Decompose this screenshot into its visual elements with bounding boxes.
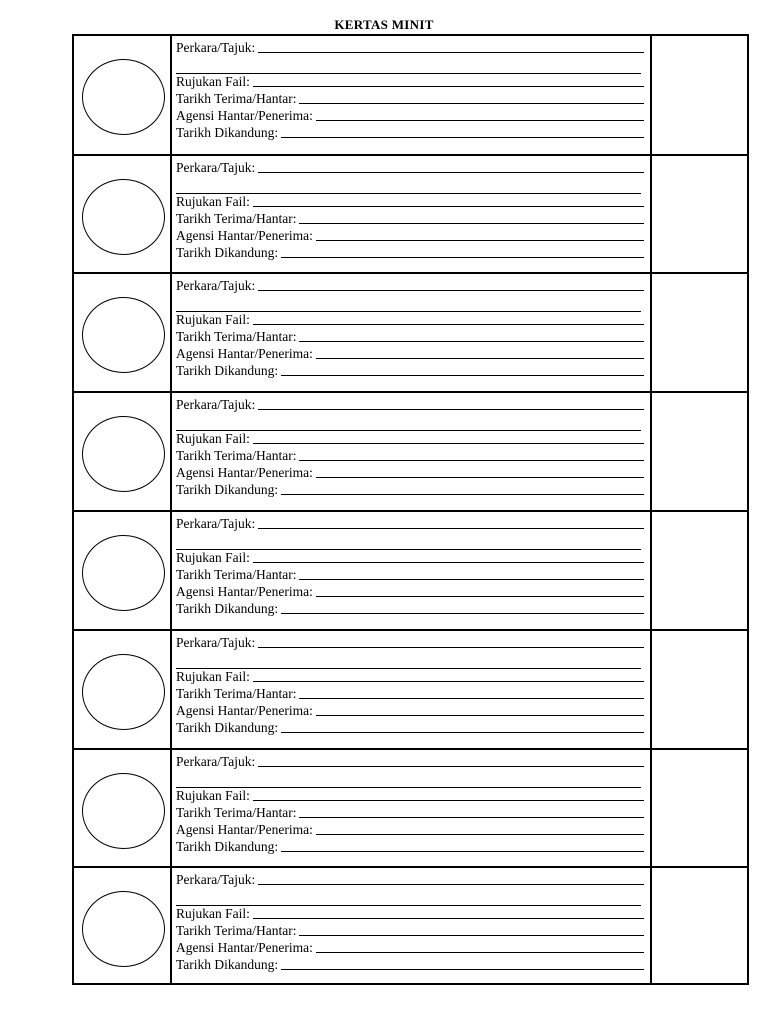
rujukan-line (253, 442, 644, 444)
tarikh-terima-field[interactable] (176, 90, 644, 106)
tarikh-dikandung-field[interactable] (176, 362, 644, 378)
rujukan-field[interactable] (176, 430, 644, 446)
stamp-circle (82, 59, 165, 135)
tarikh-terima-label: Tarikh Terima/Hantar: (176, 329, 297, 344)
rujukan-line (253, 680, 644, 682)
tarikh-terima-label: Tarikh Terima/Hantar: (176, 91, 297, 106)
perkara-line (258, 171, 644, 173)
tarikh-dikandung-label: Tarikh Dikandung: (176, 839, 279, 854)
tarikh-terima-label: Tarikh Terima/Hantar: (176, 805, 297, 820)
tarikh-dikandung-label: Tarikh Dikandung: (176, 363, 279, 378)
agensi-line (316, 951, 644, 953)
perkara-label: Perkara/Tajuk: (176, 872, 256, 887)
tarikh-dikandung-label: Tarikh Dikandung: (176, 957, 279, 972)
perkara-label: Perkara/Tajuk: (176, 397, 256, 412)
rujukan-label: Rujukan Fail: (176, 550, 250, 565)
perkara-field[interactable] (176, 515, 644, 531)
stamp-column (74, 512, 172, 629)
rujukan-line (253, 917, 644, 919)
agensi-label: Agensi Hantar/Penerima: (176, 228, 313, 243)
rujukan-label: Rujukan Fail: (176, 669, 250, 684)
tarikh-terima-line (299, 934, 644, 936)
minute-entry-row (74, 748, 747, 867)
entry-fields (172, 36, 652, 155)
rujukan-label: Rujukan Fail: (176, 194, 250, 209)
entry-fields (172, 393, 652, 510)
remark-column[interactable] (652, 868, 747, 985)
remark-column[interactable] (652, 512, 747, 629)
rujukan-label: Rujukan Fail: (176, 312, 250, 327)
perkara-field[interactable] (176, 396, 644, 412)
tarikh-dikandung-field[interactable] (176, 481, 644, 497)
rujukan-field[interactable] (176, 73, 644, 89)
rujukan-line (253, 85, 644, 87)
perkara-field[interactable] (176, 159, 644, 175)
agensi-field[interactable] (176, 583, 644, 599)
stamp-circle (82, 654, 165, 730)
rujukan-label: Rujukan Fail: (176, 906, 250, 921)
stamp-column (74, 750, 172, 867)
entry-fields (172, 156, 652, 273)
stamp-column (74, 631, 172, 748)
agensi-label: Agensi Hantar/Penerima: (176, 465, 313, 480)
tarikh-terima-label: Tarikh Terima/Hantar: (176, 211, 297, 226)
tarikh-dikandung-line (281, 968, 644, 970)
rujukan-line (253, 799, 644, 801)
agensi-field[interactable] (176, 107, 644, 123)
remark-column[interactable] (652, 36, 747, 155)
perkara-line (258, 765, 644, 767)
agensi-line (316, 357, 644, 359)
rujukan-line (253, 205, 644, 207)
tarikh-dikandung-label: Tarikh Dikandung: (176, 601, 279, 616)
tarikh-dikandung-field[interactable] (176, 124, 644, 140)
agensi-line (316, 476, 644, 478)
perkara-field[interactable] (176, 39, 644, 55)
stamp-circle (82, 773, 165, 849)
tarikh-terima-label: Tarikh Terima/Hantar: (176, 923, 297, 938)
stamp-column (74, 36, 172, 155)
tarikh-terima-label: Tarikh Terima/Hantar: (176, 686, 297, 701)
entry-fields (172, 631, 652, 748)
remark-column[interactable] (652, 274, 747, 391)
entry-fields (172, 750, 652, 867)
perkara-line (258, 883, 644, 885)
tarikh-terima-field[interactable] (176, 447, 644, 463)
tarikh-dikandung-label: Tarikh Dikandung: (176, 720, 279, 735)
agensi-label: Agensi Hantar/Penerima: (176, 108, 313, 123)
entry-fields (172, 274, 652, 391)
remark-column[interactable] (652, 156, 747, 273)
tarikh-terima-line (299, 578, 644, 580)
tarikh-dikandung-field[interactable] (176, 600, 644, 616)
tarikh-terima-field[interactable] (176, 210, 644, 226)
rujukan-field[interactable] (176, 905, 644, 921)
agensi-field[interactable] (176, 464, 644, 480)
entry-fields (172, 868, 652, 985)
perkara-line (258, 289, 644, 291)
perkara-field[interactable] (176, 277, 644, 293)
tarikh-terima-line (299, 459, 644, 461)
perkara-line (258, 527, 644, 529)
agensi-label: Agensi Hantar/Penerima: (176, 940, 313, 955)
perkara-label: Perkara/Tajuk: (176, 278, 256, 293)
tarikh-terima-line (299, 340, 644, 342)
rujukan-label: Rujukan Fail: (176, 788, 250, 803)
agensi-line (316, 239, 644, 241)
tarikh-dikandung-field[interactable] (176, 956, 644, 972)
minute-entry-row (74, 36, 747, 155)
tarikh-dikandung-label: Tarikh Dikandung: (176, 125, 279, 140)
stamp-column (74, 868, 172, 985)
rujukan-line (253, 561, 644, 563)
rujukan-field[interactable] (176, 193, 644, 209)
minute-entry-row (74, 629, 747, 748)
agensi-line (316, 833, 644, 835)
rujukan-field[interactable] (176, 787, 644, 803)
agensi-label: Agensi Hantar/Penerima: (176, 822, 313, 837)
rujukan-field[interactable] (176, 549, 644, 565)
perkara-label: Perkara/Tajuk: (176, 160, 256, 175)
minute-entry-row (74, 866, 747, 985)
rujukan-line (253, 323, 644, 325)
perkara-label: Perkara/Tajuk: (176, 40, 256, 55)
tarikh-dikandung-line (281, 731, 644, 733)
agensi-line (316, 714, 644, 716)
stamp-column (74, 156, 172, 273)
perkara-line (258, 51, 644, 53)
stamp-circle (82, 297, 165, 373)
stamp-circle (82, 891, 165, 967)
tarikh-dikandung-line (281, 374, 644, 376)
agensi-field[interactable] (176, 702, 644, 718)
agensi-field[interactable] (176, 821, 644, 837)
tarikh-terima-field[interactable] (176, 922, 644, 938)
page-title: KERTAS MINIT (334, 17, 434, 32)
stamp-column (74, 393, 172, 510)
tarikh-terima-line (299, 222, 644, 224)
perkara-field[interactable] (176, 634, 644, 650)
remark-column[interactable] (652, 750, 747, 867)
agensi-label: Agensi Hantar/Penerima: (176, 346, 313, 361)
perkara-label: Perkara/Tajuk: (176, 754, 256, 769)
tarikh-terima-line (299, 816, 644, 818)
agensi-field[interactable] (176, 227, 644, 243)
perkara-field[interactable] (176, 871, 644, 887)
minute-entry-row (74, 272, 747, 391)
remark-column[interactable] (652, 631, 747, 748)
tarikh-dikandung-field[interactable] (176, 838, 644, 854)
agensi-label: Agensi Hantar/Penerima: (176, 584, 313, 599)
rujukan-label: Rujukan Fail: (176, 74, 250, 89)
stamp-circle (82, 179, 165, 255)
tarikh-dikandung-line (281, 612, 644, 614)
tarikh-dikandung-line (281, 493, 644, 495)
tarikh-dikandung-field[interactable] (176, 719, 644, 735)
agensi-field[interactable] (176, 939, 644, 955)
minute-entry-row (74, 391, 747, 510)
tarikh-terima-label: Tarikh Terima/Hantar: (176, 448, 297, 463)
agensi-line (316, 119, 644, 121)
tarikh-terima-field[interactable] (176, 328, 644, 344)
agensi-line (316, 595, 644, 597)
tarikh-terima-field[interactable] (176, 685, 644, 701)
tarikh-dikandung-line (281, 136, 644, 138)
entry-fields (172, 512, 652, 629)
perkara-line (258, 646, 644, 648)
stamp-circle (82, 416, 165, 492)
minute-entry-row (74, 154, 747, 273)
perkara-field[interactable] (176, 753, 644, 769)
agensi-field[interactable] (176, 345, 644, 361)
tarikh-dikandung-line (281, 850, 644, 852)
remark-column[interactable] (652, 393, 747, 510)
tarikh-terima-line (299, 102, 644, 104)
tarikh-terima-field[interactable] (176, 804, 644, 820)
rujukan-field[interactable] (176, 668, 644, 684)
perkara-label: Perkara/Tajuk: (176, 516, 256, 531)
agensi-label: Agensi Hantar/Penerima: (176, 703, 313, 718)
stamp-column (74, 274, 172, 391)
tarikh-dikandung-field[interactable] (176, 244, 644, 260)
tarikh-terima-label: Tarikh Terima/Hantar: (176, 567, 297, 582)
tarikh-terima-line (299, 697, 644, 699)
tarikh-dikandung-label: Tarikh Dikandung: (176, 482, 279, 497)
perkara-line (258, 408, 644, 410)
minute-entry-row (74, 510, 747, 629)
minute-sheet-table (72, 34, 749, 985)
rujukan-field[interactable] (176, 311, 644, 327)
tarikh-dikandung-label: Tarikh Dikandung: (176, 245, 279, 260)
perkara-label: Perkara/Tajuk: (176, 635, 256, 650)
stamp-circle (82, 535, 165, 611)
tarikh-terima-field[interactable] (176, 566, 644, 582)
rujukan-label: Rujukan Fail: (176, 431, 250, 446)
tarikh-dikandung-line (281, 256, 644, 258)
